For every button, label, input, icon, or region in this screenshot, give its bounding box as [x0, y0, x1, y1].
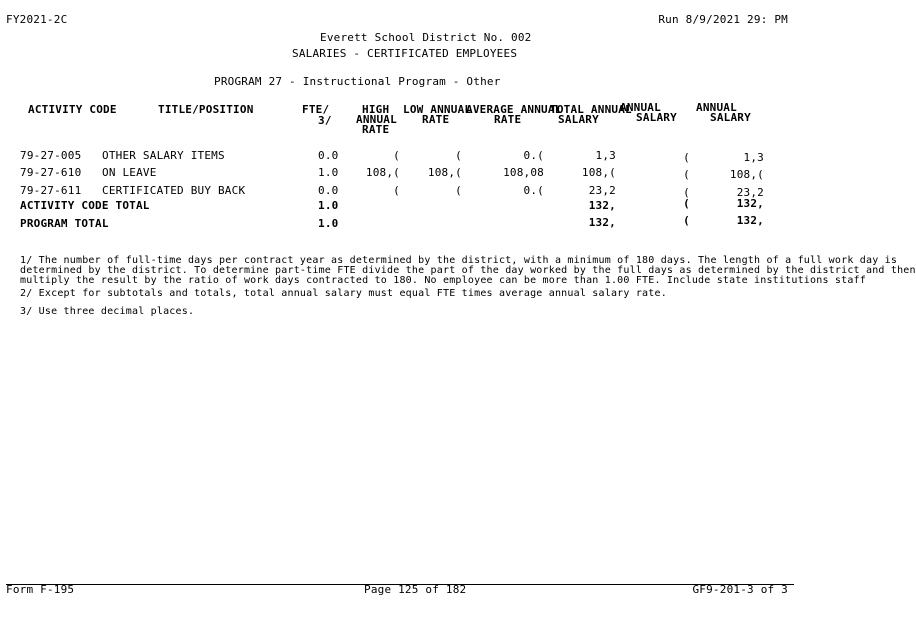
- row-title: OTHER SALARY ITEMS: [102, 149, 225, 162]
- row-code: 79-27-611: [20, 184, 82, 197]
- report-title: SALARIES - CERTIFICATED EMPLOYEES: [292, 47, 518, 60]
- form-code: GF9-201-3 of 3: [692, 583, 788, 596]
- col-total-line2: SALARY: [558, 113, 599, 126]
- row-fte: 0.0: [318, 184, 339, 197]
- activity-total-annual2: 132,: [736, 197, 764, 210]
- program-total-label: PROGRAM TOTAL: [20, 217, 109, 230]
- row-high: 108,(: [365, 166, 400, 179]
- row-avg: 108,08: [503, 166, 544, 179]
- col-low-line1: LOW ANNUAL: [403, 103, 472, 116]
- program-total-fte: 1.0: [318, 217, 339, 230]
- run-date-label: Run 8/9/2021 29: PM: [658, 13, 788, 26]
- row-high: (: [393, 149, 400, 162]
- col-annual-line1: ANNUAL: [620, 101, 661, 114]
- program-line: PROGRAM 27 - Instructional Program - Other: [214, 75, 501, 88]
- row-annual: (: [683, 186, 690, 199]
- row-total: 1,3: [595, 149, 616, 162]
- program-total-annual2: 132,: [736, 214, 764, 227]
- col-total-line1: TOTAL ANNUAL: [550, 103, 632, 116]
- col-high-line1: HIGH: [362, 103, 390, 116]
- district-title: Everett School District No. 002: [320, 31, 532, 44]
- row-avg: 0.(: [523, 149, 544, 162]
- program-total-annual: (: [683, 214, 690, 227]
- activity-total-salary: 132,: [588, 199, 616, 212]
- row-title: CERTIFICATED BUY BACK: [102, 184, 246, 197]
- col-title-position: TITLE/POSITION: [158, 103, 254, 116]
- footnote-3: 3/ Use three decimal places.: [20, 306, 195, 317]
- activity-total-annual: (: [683, 197, 690, 210]
- fiscal-year-label: FY2021-2C: [6, 13, 68, 26]
- col-annual2-line2: SALARY: [710, 111, 751, 124]
- form-number: Form F-195: [6, 583, 75, 596]
- row-title: ON LEAVE: [102, 166, 157, 179]
- row-avg: 0.(: [523, 184, 544, 197]
- row-fte: 1.0: [318, 166, 339, 179]
- row-annual2: 1,3: [743, 151, 764, 164]
- footnote-1-line3: multiply the result by the ratio of work days contracted to 180. No employee can be more than 1.00 FTE. Include state institutions staff: [20, 275, 866, 286]
- row-total: 23,2: [588, 184, 616, 197]
- row-low: (: [455, 149, 462, 162]
- row-annual: (: [683, 151, 690, 164]
- footnote-1-line1: 1/ The number of full-time days per contract year as determined by the district, with a minimum of 180 days. The length of a full work day is: [20, 255, 898, 266]
- col-annual-line2: SALARY: [636, 111, 677, 124]
- row-total: 108,(: [581, 166, 616, 179]
- page-number: Page 125 of 182: [364, 583, 467, 596]
- activity-total-fte: 1.0: [318, 199, 339, 212]
- col-activity-code: ACTIVITY CODE: [28, 103, 117, 116]
- activity-total-label: ACTIVITY CODE TOTAL: [20, 199, 150, 212]
- col-high-line2: ANNUAL: [356, 113, 397, 126]
- row-code: 79-27-610: [20, 166, 82, 179]
- col-fte-line2: 3/: [318, 114, 332, 127]
- col-avg-line1: AVERAGE ANNUAL: [466, 103, 562, 116]
- row-annual2: 108,(: [729, 168, 764, 181]
- row-low: (: [455, 184, 462, 197]
- footnote-2: 2/ Except for subtotals and totals, total annual salary must equal FTE times average annual salary rate.: [20, 288, 667, 299]
- col-annual2-line1: ANNUAL: [696, 101, 737, 114]
- col-low-line2: RATE: [422, 113, 450, 126]
- row-low: 108,(: [427, 166, 462, 179]
- row-annual2: 23,2: [736, 186, 764, 199]
- row-fte: 0.0: [318, 149, 339, 162]
- col-avg-line2: RATE: [494, 113, 522, 126]
- row-code: 79-27-005: [20, 149, 82, 162]
- footnote-1-line2: determined by the district. To determine part-time FTE divide the part of the day worked by the full days as determined by the district and then: [20, 265, 916, 276]
- row-annual: (: [683, 168, 690, 181]
- program-total-salary: 132,: [588, 216, 616, 229]
- col-high-line3: RATE: [362, 123, 390, 136]
- col-fte-line1: FTE/: [302, 103, 330, 116]
- row-high: (: [393, 184, 400, 197]
